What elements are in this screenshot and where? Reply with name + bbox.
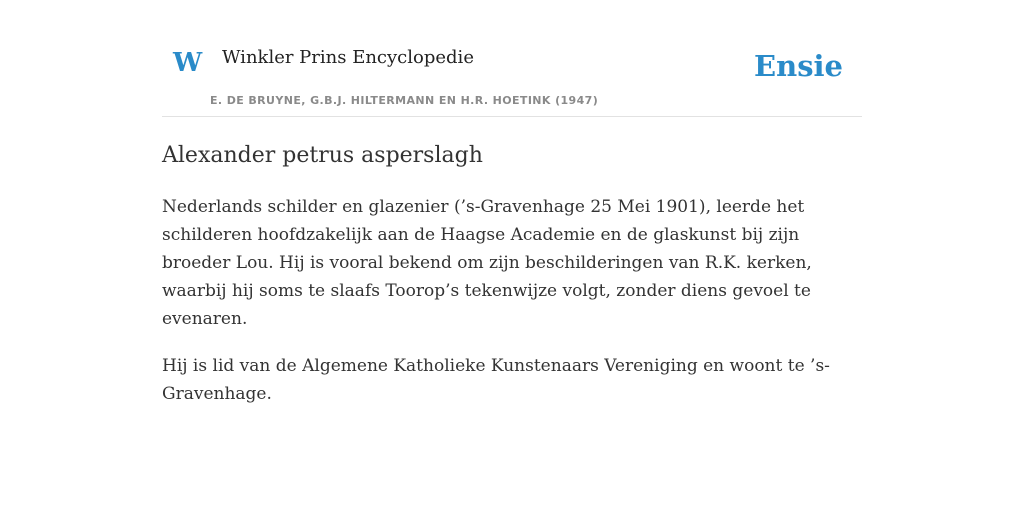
page-container bbox=[162, 0, 862, 408]
article-paragraph: Nederlands schilder en glazenier (’s-Gravenhage 25 Mei 1901), leerde het schilderen hoofdzakelijk aan de Haagse Academie en de glaskunst bij zijn broeder Lou. Hij is vooral bekend om zijn beschilderingen van R.K. kerken, waarbij hij soms te slaafs Toorop’s tekenwijze volgt, zonder diens gevoel te evenaren. bbox=[162, 197, 812, 330]
source-book-title-link[interactable]: Winkler Prins Encyclopedie bbox=[222, 47, 474, 68]
winkler-prins-logo-icon[interactable]: W bbox=[173, 48, 203, 78]
article-paragraph: Hij is lid van de Algemene Katholieke Kunstenaars Vereniging en woont te ’s-Gravenhage. bbox=[162, 356, 830, 405]
ensie-brand-logo[interactable]: Ensie bbox=[754, 49, 843, 83]
source-header bbox=[162, 0, 862, 117]
article-title: Alexander petrus asperslagh bbox=[162, 143, 483, 168]
source-authors: E. DE BRUYNE, G.B.J. HILTERMANN EN H.R. HOETINK (1947) bbox=[210, 94, 599, 107]
article-body bbox=[162, 193, 862, 408]
